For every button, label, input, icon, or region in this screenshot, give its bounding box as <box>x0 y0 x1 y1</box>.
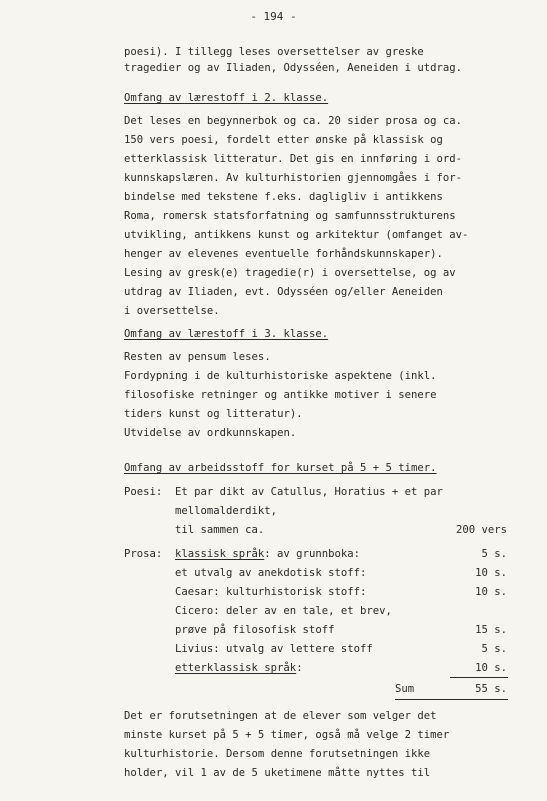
closing-line-3: kulturhistorie. Dersom denne forutsetningen ikke <box>124 748 431 760</box>
prosa-row-2-amount: 10 s. <box>475 586 507 598</box>
para2-line-4: kunnskapslæren. Av kulturhistorien gjennomgåes i for- <box>124 172 463 184</box>
para3-line-2: Fordypning i de kulturhistoriske aspektene (inkl. <box>124 370 437 382</box>
heading-course-5-5: Omfang av arbeidsstoff for kurset på 5 + 5 timer. <box>124 462 437 474</box>
para2-line-3: etterklassisk litteratur. Det gis en innføring i ord- <box>124 153 463 165</box>
prosa-row-4-amount: 15 s. <box>475 624 507 636</box>
prosa-row-5-amount: 5 s. <box>481 643 507 655</box>
para3-line-3: filosofiske retninger og antikke motiver i senere <box>124 389 437 401</box>
para3-line-4: tiders kunst og litteratur). <box>124 408 303 420</box>
para2-line-8: henger av elevenes eventuelle forhåndskunnskaper). <box>124 248 443 260</box>
poesi-line-2: mellomalderdikt, <box>175 505 278 517</box>
sum-label: Sum <box>395 683 415 695</box>
sum-rule-top <box>450 677 508 678</box>
para2-line-11: i oversettelse. <box>124 305 220 317</box>
closing-line-2: minste kurset på 5 + 5 timer, også må velge 2 timer <box>124 729 450 741</box>
para2-line-9: Lesing av gresk(e) tragedie(r) i oversettelse, og av <box>124 267 456 279</box>
closing-line-4: holder, vil 1 av de 5 uketimene måtte nyttes til <box>124 767 431 779</box>
prosa-row-2-text: Caesar: kulturhistorisk stoff: <box>175 586 367 598</box>
etterklassisk-row <box>175 662 303 675</box>
para2-line-1: Det leses en begynnerbok og ca. 20 sider prosa og ca. <box>124 115 463 127</box>
intro-line-2: tragedier og av Iliaden, Odysséen, Aeneiden i utdrag. <box>124 62 463 74</box>
prosa-row-1-text: et utvalg av anekdotisk stoff: <box>175 567 367 579</box>
para2-line-5: bindelse med tekstene f.eks. dagligliv i antikkens <box>124 191 443 203</box>
para3-line-5: Utvidelse av ordkunnskapen. <box>124 427 297 439</box>
sum-amount: 55 s. <box>475 683 507 695</box>
prosa-row-5-text: Livius: utvalg av lettere stoff <box>175 643 373 655</box>
para2-line-2: 150 vers poesi, fordelt etter ønske på klassisk og <box>124 134 443 146</box>
prosa-label: Prosa: <box>124 548 163 560</box>
prosa-row-3-text: Cicero: deler av en tale, et brev, <box>175 605 392 617</box>
prosa-klassisk-row <box>175 548 360 561</box>
para2-line-6: Roma, romersk statsforfatning og samfunnsstrukturens <box>124 210 456 222</box>
poesi-line-1: Et par dikt av Catullus, Horatius + et par <box>175 486 443 498</box>
page-number: - 194 - <box>250 10 297 23</box>
grunnbok-amount: 5 s. <box>481 548 507 560</box>
prosa-row-4-text: prøve på filosofisk stoff <box>175 624 335 636</box>
heading-class-2: Omfang av lærestoff i 2. klasse. <box>124 92 329 104</box>
poesi-label: Poesi: <box>124 486 163 498</box>
sum-rule-bottom <box>395 699 508 700</box>
para2-line-10: utdrag av Iliaden, evt. Odysséen og/eller Aeneiden <box>124 286 443 298</box>
poesi-amount: 200 vers <box>455 524 507 536</box>
heading-class-3: Omfang av lærestoff i 3. klasse. <box>124 328 329 340</box>
para2-line-7: utvikling, antikkens kunst og arkitektur (omfanget av- <box>124 229 469 241</box>
closing-line-1: Det er forutsetningen at de elever som velger det <box>124 710 437 722</box>
intro-line-1: poesi). I tillegg leses oversettelser av greske <box>124 46 424 58</box>
prosa-row-1-amount: 10 s. <box>475 567 507 579</box>
klassisk-sprak-label: klassisk språk <box>175 548 265 560</box>
etterklassisk-sprak-label: etterklassisk språk <box>175 662 297 674</box>
poesi-line-3: til sammen ca. <box>175 524 265 536</box>
etterklassisk-amount: 10 s. <box>475 662 507 674</box>
klassisk-rest: : av grunnboka: <box>264 548 360 560</box>
para3-line-1: Resten av pensum leses. <box>124 351 271 363</box>
etterklassisk-rest: : <box>296 662 303 674</box>
